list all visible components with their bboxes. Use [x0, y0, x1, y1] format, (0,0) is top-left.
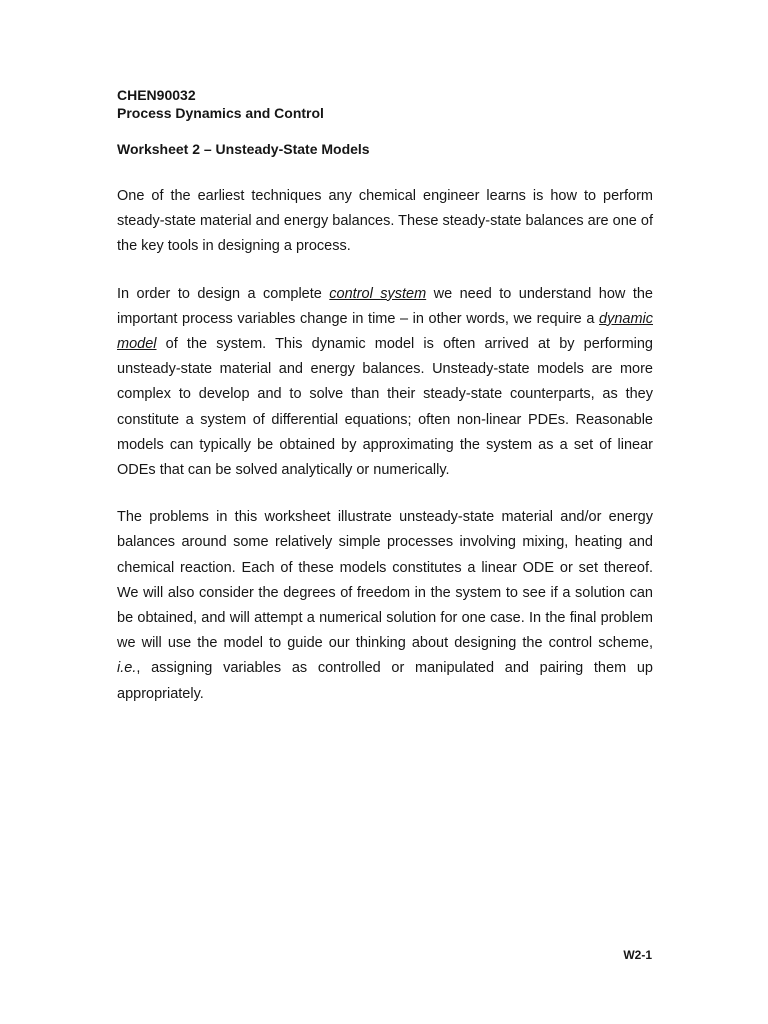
- course-code: CHEN90032: [117, 87, 196, 103]
- course-name: Process Dynamics and Control: [117, 105, 324, 121]
- page-number: W2-1: [623, 948, 652, 962]
- control-system-term: control system: [329, 285, 427, 302]
- problems-paragraph: [117, 505, 653, 707]
- document-page: [117, 86, 653, 707]
- paragraph-text: In order to design a complete: [117, 285, 330, 302]
- paragraph-text: we need to understand how the important process variables change in time – in other words, we require a: [117, 285, 653, 327]
- ie-abbreviation: i.e.: [117, 660, 137, 677]
- paragraph-text: , assigning variables as controlled or manipulated and pairing them up appropriately.: [117, 660, 653, 702]
- intro-paragraph: One of the earliest techniques any chemical engineer learns is how to perform steady-state material and energy balances. These steady-state balances are one of the key tools in designing a process.: [117, 188, 653, 255]
- paragraph-text: The problems in this worksheet illustrate unsteady-state material and/or energy balances around some relatively simple processes involving mixing, heating and chemical reaction. Each of these models constitutes a linear ODE or set thereof. We will also consider the degrees of freedom in the system to see if a solution can be obtained, and will attempt a numerical solution for one case. In the final problem we will use the model to guide our thinking about designing the control scheme,: [117, 509, 653, 652]
- worksheet-title: Worksheet 2 – Unsteady-State Models: [117, 141, 370, 157]
- control-system-paragraph: [117, 282, 653, 484]
- paragraph-text: of the system. This dynamic model is often arrived at by performing unsteady-state material and energy balances. Unsteady-state models are more complex to develop and to solve than their steady-state counterparts, as they constitute a system of differential equations; often non-linear PDEs. Reasonable models can typically be obtained by approximating the system as a set of linear ODEs that can be solved analytically or numerically.: [117, 336, 653, 479]
- dynamic-model-term: dynamic model: [117, 310, 653, 353]
